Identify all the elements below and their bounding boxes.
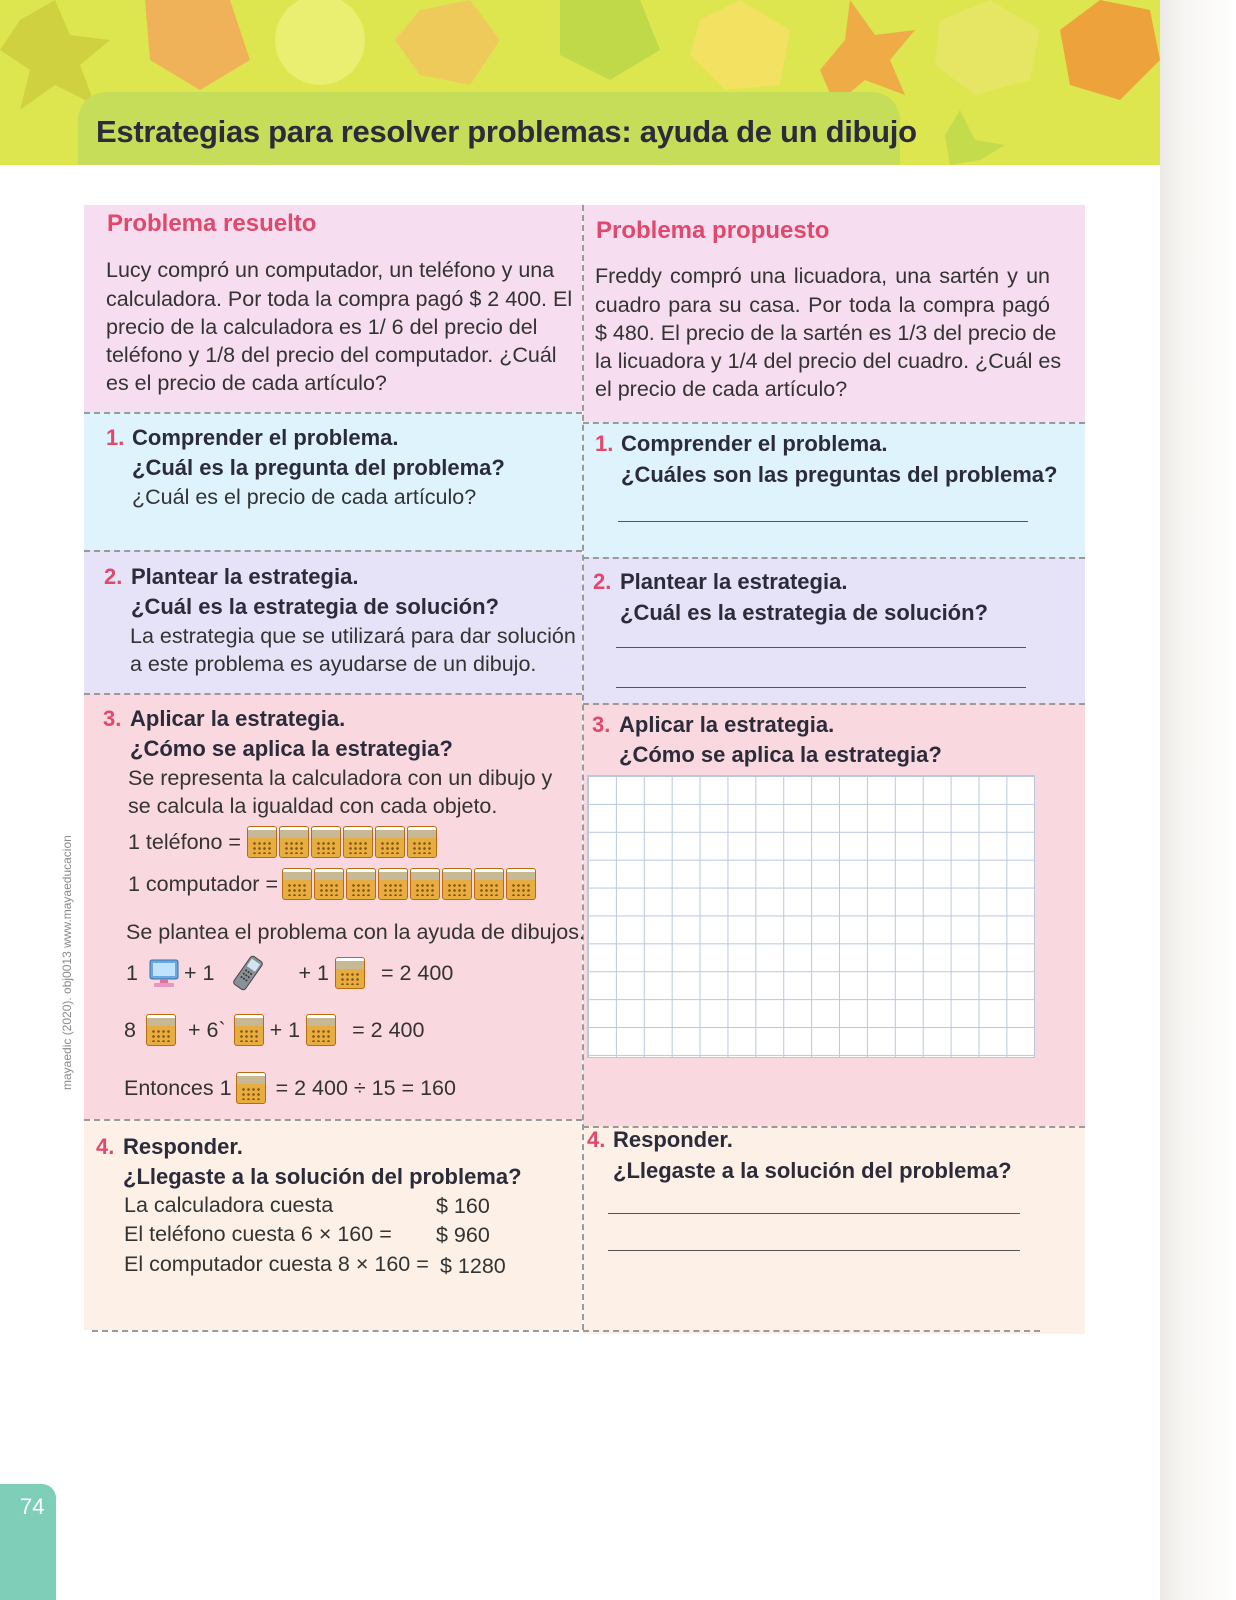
equation-term: + 1 (183, 960, 215, 985)
calculator-icon (306, 1014, 336, 1046)
solved-step2-question: ¿Cuál es la estrategia de solución? (131, 594, 499, 619)
solved-step1-question: ¿Cuál es la pregunta del problema? (132, 455, 505, 480)
calculator-icon (375, 826, 405, 858)
calculator-icon (378, 868, 408, 900)
calculator-icon (311, 826, 341, 858)
answer-value: $ 160 (436, 1194, 490, 1218)
page-title: Estrategias para resolver problemas: ayuda de un dibujo (96, 114, 917, 149)
answer-line[interactable] (616, 687, 1026, 688)
equation-term: + 1 (269, 1017, 301, 1042)
proposed-step1-title: Comprender el problema. (621, 431, 888, 456)
page-edge (1160, 0, 1236, 1600)
calculator-icon (410, 868, 440, 900)
computer-equivalence-label: 1 computador = (128, 871, 278, 896)
solved-step4-question: ¿Llegaste a la solución del problema? (123, 1164, 522, 1189)
answer-label: El teléfono cuesta 6 × 160 = (124, 1222, 392, 1246)
solved-step4-title: Responder. (123, 1134, 243, 1159)
solved-step1-title: Comprender el problema. (132, 425, 399, 450)
proposed-step4-number: 4. (587, 1127, 606, 1152)
answer-value: $ 960 (436, 1223, 490, 1247)
equation-result: = 2 400 (352, 1017, 425, 1042)
computer-icon (148, 957, 180, 989)
bottom-divider (92, 1330, 1040, 1332)
calculator-icon (314, 868, 344, 900)
equation-row-3 (124, 1072, 456, 1104)
drawing-grid[interactable] (587, 775, 1035, 1058)
solved-statement-line: precio de la calculadora es 1/ 6 del precio del (106, 315, 538, 339)
proposed-statement-line: la licuadora y 1/4 del precio del cuadro. ¿Cuál es (595, 349, 1062, 373)
calculator-icon (146, 1014, 176, 1046)
equation-result: = 2 400 ÷ 15 = 160 (275, 1075, 456, 1100)
calculator-icon (282, 868, 312, 900)
solved-step3-number: 3. (103, 706, 122, 731)
proposed-step4-question: ¿Llegaste a la solución del problema? (613, 1158, 1012, 1183)
calculator-icon (506, 868, 536, 900)
proposed-heading: Problema propuesto (596, 217, 830, 244)
solved-heading: Problema resuelto (107, 210, 317, 237)
calculator-icon (442, 868, 472, 900)
answer-line[interactable] (616, 647, 1026, 648)
calculator-icon (407, 826, 437, 858)
equation-term: + 6` (187, 1017, 226, 1042)
solved-step2-answer-line: La estrategia que se utilizará para dar solución (130, 624, 576, 648)
calculator-icon (335, 957, 365, 989)
answer-line[interactable] (608, 1213, 1020, 1214)
calculator-group (247, 826, 439, 858)
proposed-step3-question: ¿Cómo se aplica la estrategia? (619, 742, 942, 767)
proposed-step2-title: Plantear la estrategia. (620, 569, 848, 594)
answer-line[interactable] (618, 521, 1028, 522)
answer-label: El computador cuesta 8 × 160 = (124, 1252, 429, 1276)
proposed-statement-line: $ 480. El precio de la sartén es 1/3 del precio de (595, 321, 1057, 345)
credit-text: mayaedic (2020). obj0013 www.mayaeducacion (60, 835, 74, 1090)
answer-value: $ 1280 (440, 1254, 506, 1278)
page-number: 74 (20, 1494, 45, 1519)
solved-step2-title: Plantear la estrategia. (131, 564, 359, 589)
solved-step2-number: 2. (104, 564, 123, 589)
equation-term: 1 (126, 960, 138, 985)
solved-statement-line: es el precio de cada artículo? (106, 371, 387, 395)
computer-equivalence-row (128, 868, 538, 900)
proposed-step1-number: 1. (595, 431, 614, 456)
phone-equivalence-row (128, 826, 439, 858)
calculator-icon (234, 1014, 264, 1046)
column-divider (582, 205, 584, 1330)
solved-step3-answer-line: Se representa la calculadora con un dibujo y (128, 766, 553, 790)
solved-statement-line: teléfono y 1/8 del precio del computador. ¿Cuál (106, 343, 557, 367)
solved-statement-line: Lucy compró un computador, un teléfono y una (106, 258, 555, 282)
solved-step4-number: 4. (96, 1134, 115, 1159)
phone-equivalence-label: 1 teléfono = (128, 829, 241, 854)
calculator-icon (279, 826, 309, 858)
equation-term: + 1 (298, 960, 329, 985)
equation-row-2 (124, 1014, 424, 1046)
solved-step3-title: Aplicar la estrategia. (130, 706, 346, 731)
proposed-step2-question: ¿Cuál es la estrategia de solución? (620, 600, 988, 625)
proposed-statement-line: el precio de cada artículo? (595, 377, 848, 401)
equation-term: 8 (124, 1017, 136, 1042)
solved-step3-answer-line: se calcula la igualdad con cada objeto. (128, 794, 498, 818)
solved-step2-answer-line: a este problema es ayudarse de un dibujo. (130, 652, 537, 676)
solved-statement-line: calculadora. Por toda la compra pagó $ 2 400. El (106, 287, 573, 311)
calculator-icon (343, 826, 373, 858)
proposed-step4-title: Responder. (613, 1127, 733, 1152)
solved-step3-question: ¿Cómo se aplica la estrategia? (130, 736, 453, 761)
calculator-group (282, 868, 538, 900)
proposed-statement-line: Freddy compró una licuadora, una sartén y un (595, 264, 1050, 288)
proposed-step1-question: ¿Cuáles son las preguntas del problema? (621, 462, 1058, 487)
proposed-statement-line: cuadro para su casa. Por toda la compra pagó (595, 293, 1050, 317)
calculator-icon (474, 868, 504, 900)
answer-line[interactable] (608, 1250, 1020, 1251)
plan-text: Se plantea el problema con la ayuda de dibujos. (126, 920, 585, 944)
calculator-icon (236, 1072, 266, 1104)
calculator-icon (247, 826, 277, 858)
equation-row-1 (126, 954, 453, 992)
phone-icon (228, 954, 268, 992)
equation-result: = 2 400 (380, 960, 454, 985)
solved-step1-answer: ¿Cuál es el precio de cada artículo? (132, 485, 477, 509)
proposed-step3-number: 3. (592, 712, 611, 737)
solved-step1-number: 1. (106, 425, 125, 450)
calculator-icon (346, 868, 376, 900)
answer-label: La calculadora cuesta (124, 1193, 334, 1217)
equation-term: Entonces 1 (124, 1075, 232, 1100)
proposed-step3-title: Aplicar la estrategia. (619, 712, 835, 737)
proposed-step2-number: 2. (593, 569, 612, 594)
